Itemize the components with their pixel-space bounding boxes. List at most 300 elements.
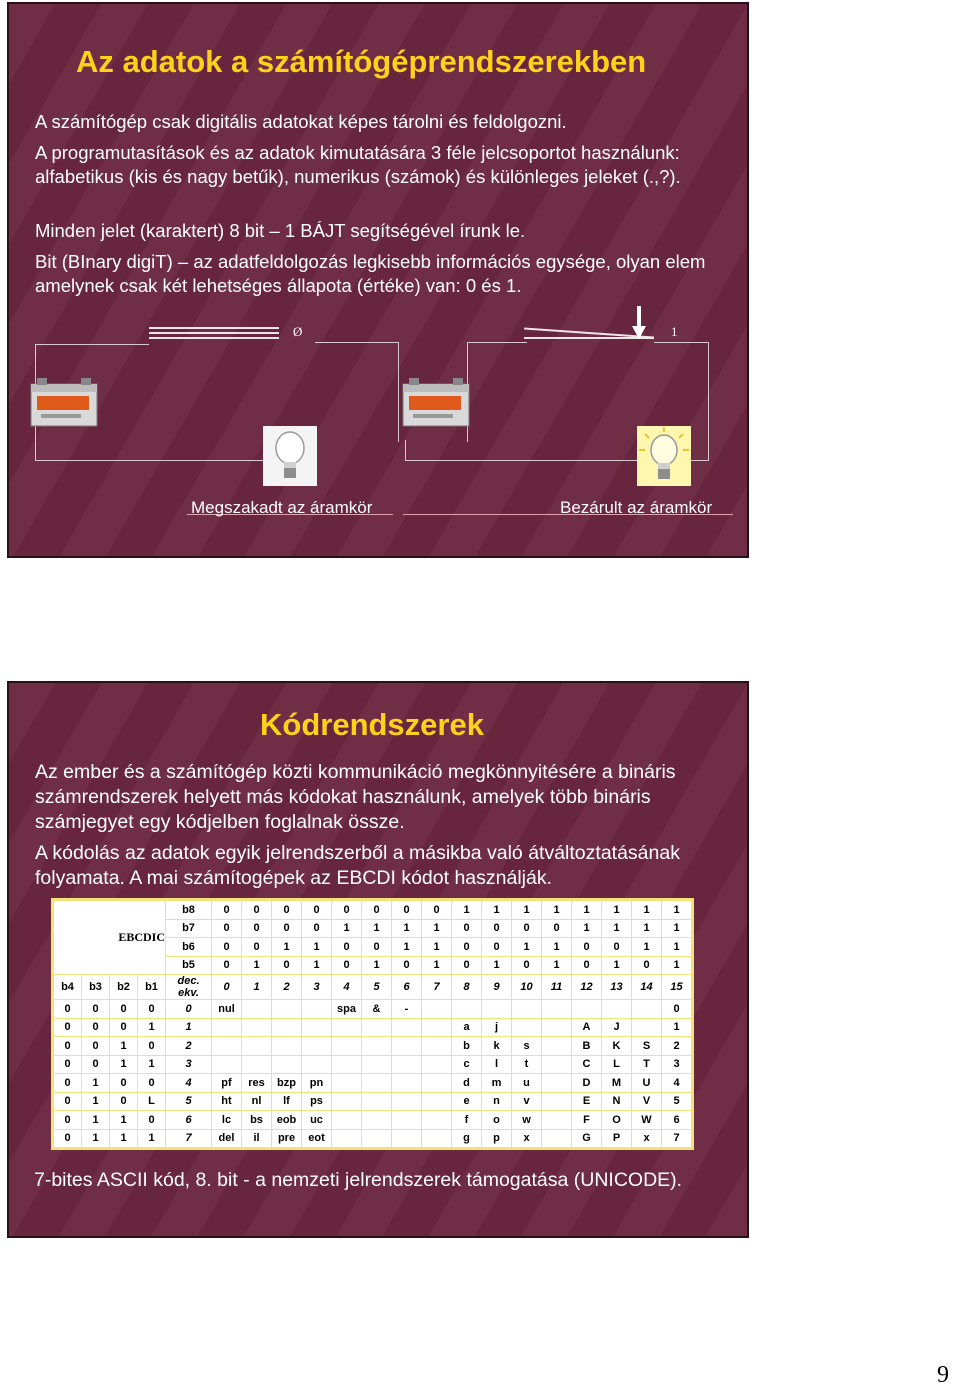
code-cell: m [482,1074,512,1093]
bit-value: 1 [332,919,362,938]
bit-value: 1 [138,1055,166,1074]
row-decimal: 6 [166,1111,212,1130]
bit-value: 0 [302,919,332,938]
code-cell [542,1111,572,1130]
paragraph: Bit (BInary digiT) – az adatfeldolgozás legkisebb információs egysége, olyan elem amelynek csak két lehetséges állapota (értéke) van: 0 és 1. [35,251,706,296]
code-cell [302,1037,332,1056]
bit-value: 1 [422,956,452,975]
code-cell [422,1037,452,1056]
code-cell: bs [242,1111,272,1130]
bit-value: 0 [110,1092,138,1111]
bit-value: 1 [82,1092,110,1111]
column-header: b3 [82,975,110,1000]
code-cell [332,1129,362,1149]
bit-value: 0 [572,956,602,975]
code-cell: 6 [662,1111,693,1130]
bit-value: 1 [302,956,332,975]
bit-value: 0 [602,938,632,957]
ebcdic-code-table [51,898,694,1150]
column-decimal: 15 [662,975,693,1000]
bit-value: 0 [212,919,242,938]
page-number: 9 [937,1362,949,1388]
bit-value: 0 [512,919,542,938]
code-cell: k [482,1037,512,1056]
code-cell: j [482,1018,512,1037]
code-cell: D [572,1074,602,1093]
code-cell: bzp [272,1074,302,1093]
code-cell [422,1055,452,1074]
light-bulb-off-icon [263,426,317,486]
row-decimal: 4 [166,1074,212,1093]
bit-value: 0 [110,1074,138,1093]
bit-value: 0 [212,938,242,957]
code-cell: - [392,1000,422,1019]
bit-value: L [138,1092,166,1111]
bit-value: 1 [392,919,422,938]
closed-circuit-label: Bezárult az áramkör [560,498,713,517]
code-cell: w [512,1111,542,1130]
bit-value: 0 [53,1129,82,1149]
bit-value: 0 [452,938,482,957]
bit-value: 1 [482,956,512,975]
paragraph: A kódolás az adatok egyik jelrendszerből a másikba való átváltoztatásának folyamata. A mai számítogépek az EBCDI kódot használják. [35,842,680,889]
code-cell [572,1000,602,1019]
bit-value: 1 [632,938,662,957]
column-header: dec. ekv. [166,975,212,1000]
bit-value: 0 [362,900,392,920]
bit-value: 0 [212,956,242,975]
bit-value: 0 [362,938,392,957]
code-cell: lc [212,1111,242,1130]
wire [708,342,709,460]
code-cell [242,1037,272,1056]
code-cell: J [602,1018,632,1037]
wire [467,342,527,343]
code-cell [212,1055,242,1074]
code-cell: del [212,1129,242,1149]
code-cell [392,1018,422,1037]
code-cell: M [602,1074,632,1093]
code-cell: nl [242,1092,272,1111]
code-cell [392,1129,422,1149]
column-decimal: 5 [362,975,392,1000]
code-cell: F [572,1111,602,1130]
paragraph: Minden jelet (karaktert) 8 bit – 1 BÁJT segítségével írunk le. [35,220,526,241]
bit-value: 1 [452,900,482,920]
bit-value: 0 [392,956,422,975]
bit-value: 0 [632,956,662,975]
bit-value: 0 [272,900,302,920]
bit-value: 1 [632,900,662,920]
table-row [53,1018,693,1037]
column-decimal: 2 [272,975,302,1000]
code-cell: il [242,1129,272,1149]
table-row [53,1129,693,1149]
bit-value: 0 [302,900,332,920]
code-cell: res [242,1074,272,1093]
column-decimal: 10 [512,975,542,1000]
code-cell: E [572,1092,602,1111]
bit-value: 1 [110,1129,138,1149]
bit-value: 1 [110,1111,138,1130]
press-down-arrow-icon [632,306,646,340]
code-cell: eob [272,1111,302,1130]
bit-value: 1 [82,1111,110,1130]
table-header-row [53,975,693,1000]
table-header-row [53,900,693,920]
code-cell: ht [212,1092,242,1111]
code-cell: T [632,1055,662,1074]
code-cell: G [572,1129,602,1149]
code-cell: & [362,1000,392,1019]
bit-value: 1 [110,1037,138,1056]
bit-value: 0 [53,1111,82,1130]
closed-state-symbol: 1 [671,324,678,339]
bit-header: b8 [166,900,212,920]
bit-value: 0 [53,1092,82,1111]
bit-value: 1 [632,919,662,938]
code-cell [212,1037,242,1056]
code-cell: O [602,1111,632,1130]
bit-value: 0 [82,1037,110,1056]
code-cell [302,1018,332,1037]
bit-value: 0 [53,1037,82,1056]
code-cell [212,1018,242,1037]
slide-title: Kódrendszerek [260,707,484,742]
switch-open-contact [149,327,279,329]
bit-value: 1 [422,919,452,938]
code-cell: pre [272,1129,302,1149]
code-cell [542,1037,572,1056]
bit-value: 1 [362,956,392,975]
code-cell [362,1037,392,1056]
code-cell [332,1018,362,1037]
bit-value: 0 [82,1018,110,1037]
code-cell [422,1129,452,1149]
code-cell: l [482,1055,512,1074]
table-row [53,1074,693,1093]
code-cell: U [632,1074,662,1093]
code-cell: s [512,1037,542,1056]
bit-header: b5 [166,956,212,975]
bit-value: 1 [482,900,512,920]
row-decimal: 7 [166,1129,212,1149]
ebcdic-label: EBCDIC [53,900,166,975]
column-decimal: 4 [332,975,362,1000]
code-cell [302,1000,332,1019]
bit-value: 0 [53,1018,82,1037]
slide-code-systems [7,681,749,1238]
code-cell [272,1037,302,1056]
code-cell [422,1018,452,1037]
code-cell [362,1055,392,1074]
column-header: b2 [110,975,138,1000]
open-circuit-label: Megszakadt az áramkör [191,498,373,517]
code-cell [392,1092,422,1111]
row-decimal: 5 [166,1092,212,1111]
bit-value: 1 [362,919,392,938]
code-cell [542,1092,572,1111]
wire [35,460,287,461]
code-cell [422,1074,452,1093]
code-cell: g [452,1129,482,1149]
code-cell: 5 [662,1092,693,1111]
table-row [53,1037,693,1056]
column-decimal: 6 [392,975,422,1000]
code-cell: n [482,1092,512,1111]
code-cell: 2 [662,1037,693,1056]
table-row [53,1000,693,1019]
row-decimal: 2 [166,1037,212,1056]
row-decimal: 1 [166,1018,212,1037]
code-cell [362,1129,392,1149]
wire [405,460,637,461]
code-cell [452,1000,482,1019]
paragraph: A programutasítások és az adatok kimutatására 3 féle jelcsoportot használunk: alfabetikus (kis és nagy betűk), numerikus (számok) és különleges jeleket (.,?). [35,142,681,187]
bit-value: 0 [212,900,242,920]
bit-value: 1 [302,938,332,957]
bit-value: 0 [512,956,542,975]
slide-data-in-computers [7,2,749,558]
column-decimal: 13 [602,975,632,1000]
bit-value: 0 [53,1000,82,1019]
bit-value: 1 [542,938,572,957]
bit-value: 0 [110,1000,138,1019]
bit-value: 1 [662,956,693,975]
code-cell: spa [332,1000,362,1019]
bit-value: 0 [572,938,602,957]
table-row [53,1055,693,1074]
code-cell: x [632,1129,662,1149]
code-cell [362,1111,392,1130]
code-cell: eot [302,1129,332,1149]
column-header: b1 [138,975,166,1000]
bit-value: 1 [422,938,452,957]
column-decimal: 3 [302,975,332,1000]
bit-value: 0 [138,1000,166,1019]
bit-value: 1 [572,900,602,920]
bit-value: 0 [392,900,422,920]
bit-value: 0 [138,1037,166,1056]
code-cell [422,1092,452,1111]
code-cell [632,1000,662,1019]
code-cell [632,1018,662,1037]
bit-value: 1 [602,956,632,975]
wire [405,440,406,460]
footer-note: 7-bites ASCII kód, 8. bit - a nemzeti jelrendszerek támogatása (UNICODE). [34,1169,683,1191]
bit-value: 1 [272,938,302,957]
bit-value: 0 [542,919,572,938]
code-cell [512,1000,542,1019]
code-cell: o [482,1111,512,1130]
code-cell [512,1018,542,1037]
column-decimal: 8 [452,975,482,1000]
code-cell [272,1018,302,1037]
column-decimal: 14 [632,975,662,1000]
code-cell: b [452,1037,482,1056]
code-cell: nul [212,1000,242,1019]
code-cell: f [452,1111,482,1130]
switch-open-contact [149,337,279,339]
open-state-symbol: Ø [293,324,303,339]
table-row [53,1092,693,1111]
code-cell: K [602,1037,632,1056]
code-cell [362,1092,392,1111]
code-cell [542,1000,572,1019]
light-bulb-on-icon [637,426,691,486]
code-cell: u [512,1074,542,1093]
code-cell: B [572,1037,602,1056]
code-cell: pn [302,1074,332,1093]
code-cell [332,1111,362,1130]
code-cell [332,1092,362,1111]
bit-value: 1 [110,1055,138,1074]
paragraph: Az ember és a számítógép közti kommunikáció megkönnyitésére a bináris számrendszerek helyett más kódokat használunk, amelyek több bináris számjegyet egy kódjelben foglalnak össze. [35,761,676,833]
column-decimal: 0 [212,975,242,1000]
bit-value: 0 [452,956,482,975]
code-cell: p [482,1129,512,1149]
switch-open-contact [149,332,279,334]
bit-value: 1 [82,1129,110,1149]
bit-value: 0 [422,900,452,920]
code-cell: 4 [662,1074,693,1093]
code-cell [392,1055,422,1074]
code-cell [602,1000,632,1019]
code-cell [482,1000,512,1019]
wire [654,342,709,343]
code-cell [542,1129,572,1149]
code-cell [422,1000,452,1019]
bit-value: 1 [138,1018,166,1037]
code-cell: a [452,1018,482,1037]
bit-value: 0 [452,919,482,938]
column-header: b4 [53,975,82,1000]
bit-value: 0 [332,900,362,920]
code-cell [542,1055,572,1074]
code-cell [332,1055,362,1074]
code-cell: V [632,1092,662,1111]
code-cell: ps [302,1092,332,1111]
code-cell [332,1074,362,1093]
code-cell [392,1037,422,1056]
code-cell: c [452,1055,482,1074]
bit-value: 1 [512,900,542,920]
bit-value: 0 [138,1111,166,1130]
bit-value: 1 [602,919,632,938]
code-cell [242,1055,272,1074]
battery-icon [27,376,103,432]
bit-value: 0 [53,1055,82,1074]
bit-value: 0 [82,1000,110,1019]
bit-value: 1 [242,956,272,975]
bit-value: 0 [138,1074,166,1093]
bit-value: 1 [572,919,602,938]
table-row [53,1111,693,1130]
code-cell [392,1111,422,1130]
battery-icon [399,376,475,432]
bit-value: 0 [82,1055,110,1074]
code-cell [362,1018,392,1037]
column-decimal: 12 [572,975,602,1000]
code-cell: N [602,1092,632,1111]
column-decimal: 7 [422,975,452,1000]
code-cell [242,1018,272,1037]
bit-value: 0 [482,919,512,938]
bit-value: 1 [542,956,572,975]
bit-value: 1 [82,1074,110,1093]
code-cell: pf [212,1074,242,1093]
code-cell: 7 [662,1129,693,1149]
bit-value: 1 [662,938,693,957]
bit-value: 0 [272,956,302,975]
bit-value: 1 [542,900,572,920]
code-cell [362,1074,392,1093]
code-cell [422,1111,452,1130]
code-cell [272,1000,302,1019]
code-cell: d [452,1074,482,1093]
bit-value: 1 [392,938,422,957]
bit-header: b6 [166,938,212,957]
slide-title: Az adatok a számítógéprendszerekben [76,44,647,79]
code-cell: 3 [662,1055,693,1074]
code-cell: 1 [662,1018,693,1037]
bit-value: 1 [512,938,542,957]
bit-value: 0 [110,1018,138,1037]
code-cell: P [602,1129,632,1149]
code-cell [392,1074,422,1093]
bit-value: 0 [53,1074,82,1093]
bit-value: 1 [138,1129,166,1149]
code-cell: uc [302,1111,332,1130]
code-cell [272,1055,302,1074]
code-cell: lf [272,1092,302,1111]
row-decimal: 3 [166,1055,212,1074]
code-cell [302,1055,332,1074]
code-cell [332,1037,362,1056]
paragraph: A számítógép csak digitális adatokat képes tárolni és feldolgozni. [35,111,567,132]
bit-header: b7 [166,919,212,938]
column-decimal: 1 [242,975,272,1000]
bit-value: 0 [272,919,302,938]
bit-value: 0 [482,938,512,957]
code-cell: v [512,1092,542,1111]
code-cell [242,1000,272,1019]
code-cell: A [572,1018,602,1037]
column-decimal: 9 [482,975,512,1000]
bit-value: 0 [242,919,272,938]
code-cell: x [512,1129,542,1149]
bit-value: 0 [332,956,362,975]
bit-value: 1 [662,900,693,920]
bit-value: 1 [602,900,632,920]
row-decimal: 0 [166,1000,212,1019]
code-cell: e [452,1092,482,1111]
code-cell: W [632,1111,662,1130]
code-cell [542,1018,572,1037]
bit-value: 1 [662,919,693,938]
code-cell: 0 [662,1000,693,1019]
code-cell [542,1074,572,1093]
bit-value: 0 [332,938,362,957]
code-cell: S [632,1037,662,1056]
wire [315,342,399,343]
code-cell: L [602,1055,632,1074]
code-cell: C [572,1055,602,1074]
bit-value: 0 [242,900,272,920]
bit-value: 0 [242,938,272,957]
column-decimal: 11 [542,975,572,1000]
code-cell: t [512,1055,542,1074]
